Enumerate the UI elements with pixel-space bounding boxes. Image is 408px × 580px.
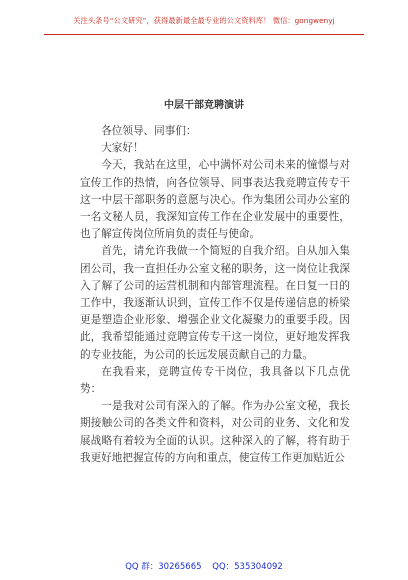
header-banner: 关注头条号“公文研究”，获得最新最全最专业的公文资料库！ 微信：gongwenyj [73, 16, 335, 25]
page-title: 中层干部竞聘演讲 [164, 100, 244, 111]
footer-qq: QQ：535304092 [212, 562, 283, 572]
paragraph-intro: 今天，我站在这里，心中满怀对公司未来的憧憬与对宣传工作的热情，向各位领导、同事表达我竞聘宣传专干这一中层干部职务的意愿与决心。作为集团公司办公室的一名文秘人员，我深知宣传工作在企业发展中的重要性，也了解宣传岗位所肩负的责任与使命。 [80, 159, 350, 241]
greeting: 大家好！ [101, 142, 144, 155]
footer-contact [0, 560, 408, 572]
header-divider [44, 34, 364, 35]
paragraph-advantages-lead: 在我看来，竞聘宣传专干岗位，我具备以下几点优势： [80, 365, 350, 396]
paragraph-advantage-one: 一是我对公司有深入的了解。作为办公室文秘，我长期接触公司的各类文件和资料，对公司的业务、文化和发展战略有着较为全面的认识。这种深入的了解，将有助于我更好地把握宣传的方向和重点，使宣传工作更加贴近公 [80, 400, 350, 464]
document-body [80, 120, 350, 467]
paragraph-self-introduction: 首先，请允许我做一个简短的自我介绍。自从加入集团公司，我一直担任办公室文秘的职务，这一岗位让我深入了解了公司的运营机制和内部管理流程。在日复一日的工作中，我逐渐认识到，宣传工作不仅是传递信息的桥梁更是塑造企业形象、增强企业文化凝聚力的重要手段。因此，我希望能通过竞聘宣传专干这一岗位，更好地发挥我的专业技能，为公司的长远发展贡献自己的力量。 [80, 245, 350, 361]
footer-qq-group: QQ 群：30265665 [125, 562, 202, 572]
salutation: 各位领导、同事们： [101, 125, 197, 137]
